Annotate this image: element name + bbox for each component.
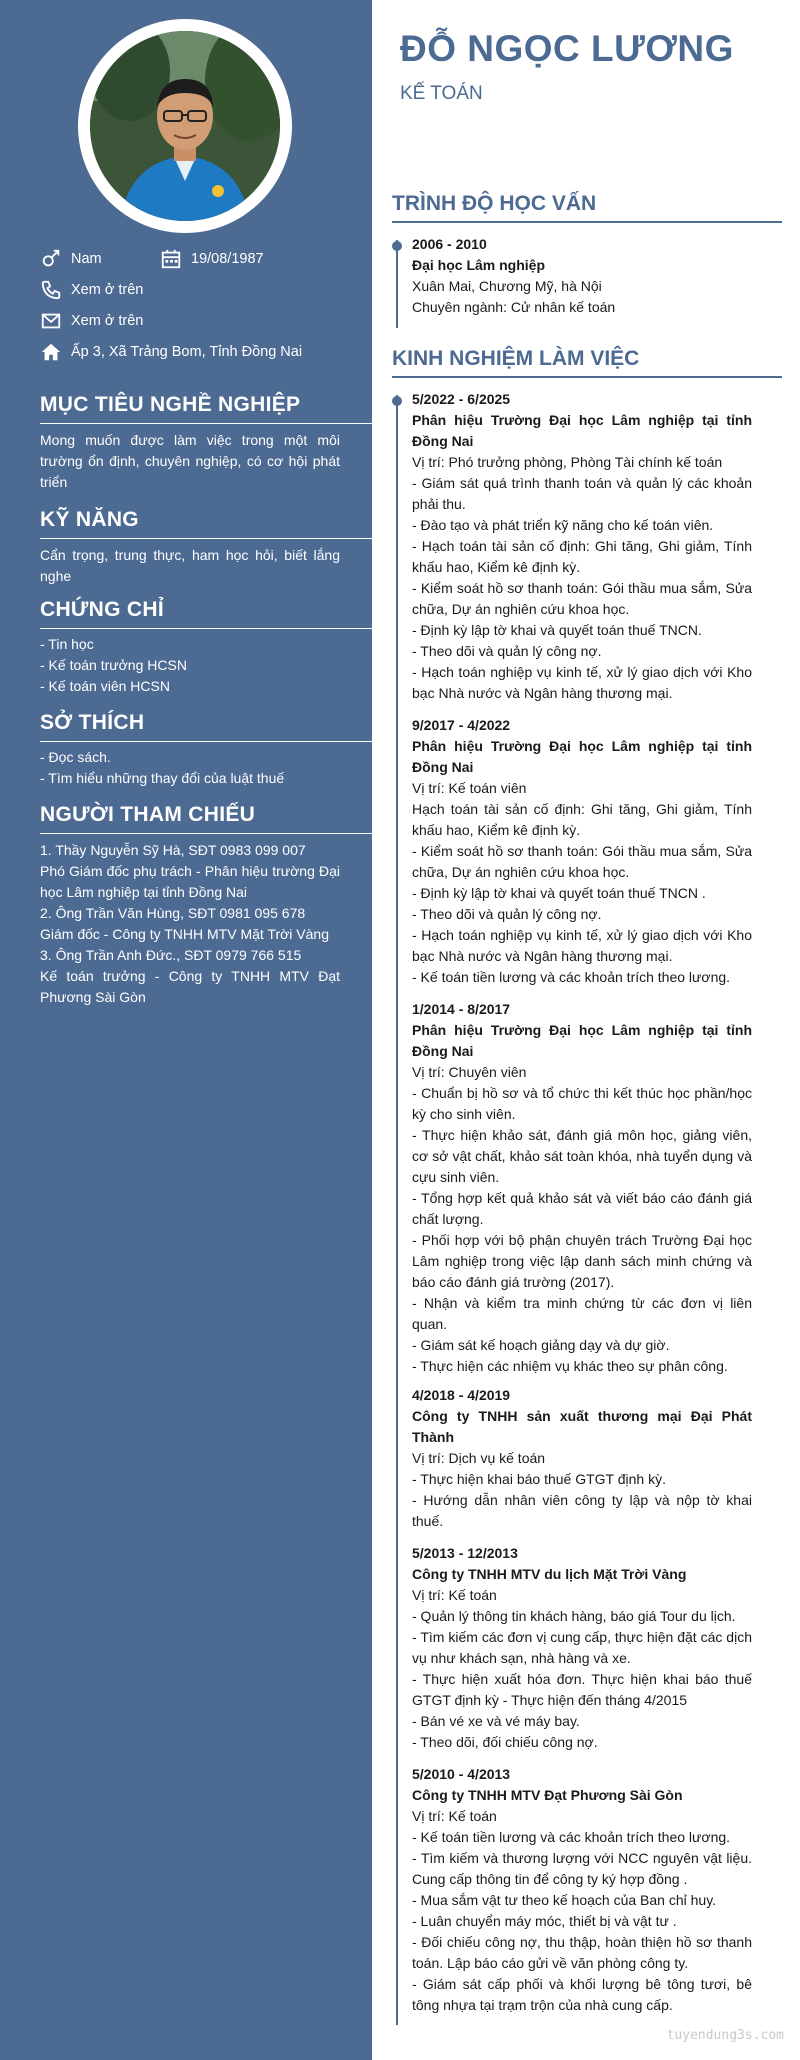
- job-company: Phân hiệu Trường Đại học Lâm nghiệp tại tỉnh Đồng Nai: [412, 738, 752, 775]
- job-line: Vị trí: Phó trưởng phòng, Phòng Tài chính kế toán: [412, 454, 723, 470]
- dob-value: 19/08/1987: [191, 251, 264, 267]
- job-line: - Bán vé xe và vé máy bay.: [412, 1713, 580, 1729]
- objective-text: Mong muốn được làm việc trong một môi trường ổn định, chuyên nghiệp, có cơ hội phát triển: [40, 432, 340, 490]
- gender-row: [40, 248, 102, 270]
- experience-timeline: [396, 395, 398, 2025]
- home-icon: [40, 341, 62, 363]
- job-line: - Giám sát quá trình thanh toán và quản lý các khoản phải thu.: [412, 475, 752, 512]
- hobbies-list: [40, 747, 340, 789]
- certificates-title: CHỨNG CHỈ: [40, 598, 164, 621]
- job-line: - Tìm kiếm và thương lượng với NCC nguyên vật liệu. Cung cấp thông tin để công ty ký hợp đồng .: [412, 1850, 752, 1887]
- job-line: Vị trí: Kế toán viên: [412, 780, 527, 796]
- watermark: tuyendung3s.com: [666, 2028, 784, 2043]
- skills-text: Cẩn trọng, trung thực, ham học hỏi, biết lắng nghe: [40, 547, 340, 584]
- job-company: Công ty TNHH MTV du lịch Mặt Trời Vàng: [412, 1566, 687, 1582]
- job-company: Phân hiệu Trường Đại học Lâm nghiệp tại tỉnh Đồng Nai: [412, 1022, 752, 1059]
- job-entry: [412, 1385, 752, 1532]
- education-title: TRÌNH ĐỘ HỌC VẤN: [392, 192, 597, 215]
- job-company: Công ty TNHH MTV Đạt Phương Sài Gòn: [412, 1787, 683, 1803]
- experience-title: KINH NGHIỆM LÀM VIỆC: [392, 347, 640, 370]
- avatar: [90, 31, 280, 221]
- education-timeline: [396, 240, 398, 328]
- job-period: 5/2010 - 4/2013: [412, 1766, 511, 1782]
- job-period: 1/2014 - 8/2017: [412, 1001, 511, 1017]
- gender-value: Nam: [71, 251, 102, 267]
- job-line: - Hạch toán tài sản cố định: Ghi tăng, Ghi giảm, Tính khấu hao, Kiểm kê định kỳ.: [412, 538, 752, 575]
- job-line: - Kiểm soát hồ sơ thanh toán: Gói thầu mua sắm, Sửa chữa, Dự án nghiên cứu khoa học.: [412, 580, 752, 617]
- list-item: Kế toán trưởng - Công ty TNHH MTV Đạt Phương Sài Gòn: [40, 968, 340, 1005]
- timeline-dot: [392, 241, 402, 251]
- candidate-name: ĐỖ NGỌC LƯƠNG: [400, 28, 734, 69]
- job-line: - Giám sát kế hoạch giảng dạy và dự giờ.: [412, 1337, 670, 1353]
- job-line: - Theo dõi, đối chiếu công nợ.: [412, 1734, 598, 1750]
- job-line: - Tìm kiếm các đơn vị cung cấp, thực hiện đặt các dịch vụ như khách sạn, nhà hàng và xe.: [412, 1629, 752, 1666]
- job-line: Hạch toán tài sản cố định: Ghi tăng, Ghi giảm, Tính khấu hao, Kiểm kê định kỳ.: [412, 801, 752, 838]
- envelope-icon: [40, 310, 62, 332]
- list-item: 2. Ông Trần Văn Hùng, SĐT 0981 095 678: [40, 905, 306, 921]
- job-period: 9/2017 - 4/2022: [412, 717, 511, 733]
- job-line: - Định kỳ lập tờ khai và quyết toán thuế TNCN .: [412, 885, 706, 901]
- job-line: Vị trí: Kế toán: [412, 1587, 497, 1603]
- avatar-frame: [78, 19, 292, 233]
- timeline-dot: [392, 396, 402, 406]
- job-line: - Hạch toán nghiệp vụ kinh tế, xử lý giao dịch với Kho bạc Nhà nước và Ngân hàng thương mại.: [412, 927, 752, 964]
- job-line: - Luân chuyển máy móc, thiết bị và vật tư .: [412, 1913, 677, 1929]
- job-entry: [412, 1543, 752, 1753]
- education-school: Đại học Lâm nghiệp: [412, 257, 546, 273]
- objective-title: MỤC TIÊU NGHỀ NGHIỆP: [40, 393, 301, 416]
- candidate-role: KẾ TOÁN: [400, 83, 483, 104]
- sidebar: [0, 0, 372, 2060]
- job-line: - Hạch toán nghiệp vụ kinh tế, xử lý giao dịch với Kho bạc Nhà nước và Ngân hàng thương mại.: [412, 664, 752, 701]
- education-major: Chuyên ngành: Cử nhân kế toán: [412, 299, 616, 315]
- email-value: Xem ở trên: [71, 313, 144, 329]
- gender-icon: [40, 248, 62, 270]
- job-line: - Quản lý thông tin khách hàng, báo giá Tour du lịch.: [412, 1608, 736, 1624]
- job-line: - Thực hiện khai báo thuế GTGT định kỳ.: [412, 1471, 666, 1487]
- job-line: Vị trí: Chuyên viên: [412, 1064, 527, 1080]
- list-item: - Kế toán trưởng HCSN: [40, 657, 187, 673]
- job-entry: [412, 999, 752, 1377]
- job-period: 5/2022 - 6/2025: [412, 391, 511, 407]
- job-company: Phân hiệu Trường Đại học Lâm nghiệp tại tỉnh Đồng Nai: [412, 412, 752, 449]
- dob-row: [160, 248, 264, 270]
- list-item: 3. Ông Trần Anh Đức., SĐT 0979 766 515: [40, 947, 302, 963]
- skills-divider: [40, 538, 372, 539]
- job-line: - Nhận và kiểm tra minh chứng từ các đơn vị liên quan.: [412, 1295, 752, 1332]
- job-line: - Phối hợp với bộ phận chuyên trách Trường Đại học Lâm nghiệp trong việc lập danh sách minh chứng và báo cáo đánh giá trường (2017).: [412, 1232, 752, 1290]
- job-period: 4/2018 - 4/2019: [412, 1387, 511, 1403]
- phone-row: [40, 279, 143, 301]
- list-item: - Tìm hiểu những thay đổi của luật thuế: [40, 770, 285, 786]
- job-entry: [412, 1764, 752, 2016]
- job-line: - Đào tạo và phát triển kỹ năng cho kế toán viên.: [412, 517, 714, 533]
- address-row: [40, 341, 302, 363]
- objective-divider: [40, 423, 372, 424]
- education-period: 2006 - 2010: [412, 236, 487, 252]
- phone-icon: [40, 279, 62, 301]
- job-line: - Kiểm soát hồ sơ thanh toán: Gói thầu mua sắm, Sửa chữa, Dự án nghiên cứu khoa học.: [412, 843, 752, 880]
- list-item: 1. Thầy Nguyễn Sỹ Hà, SĐT 0983 099 007: [40, 842, 306, 858]
- job-line: - Hướng dẫn nhân viên công ty lập và nộp tờ khai thuế.: [412, 1492, 752, 1529]
- job-line: - Thực hiện các nhiệm vụ khác theo sự phân công.: [412, 1358, 728, 1374]
- certificates-divider: [40, 628, 372, 629]
- references-title: NGƯỜI THAM CHIẾU: [40, 803, 256, 826]
- calendar-icon: [160, 248, 182, 270]
- job-company: Công ty TNHH sản xuất thương mại Đại Phát Thành: [412, 1408, 752, 1445]
- education-divider: [392, 221, 782, 223]
- email-row: [40, 310, 143, 332]
- job-line: - Định kỳ lập tờ khai và quyết toán thuế TNCN.: [412, 622, 702, 638]
- list-item: - Đọc sách.: [40, 749, 111, 765]
- phone-value: Xem ở trên: [71, 282, 144, 298]
- job-line: - Kế toán tiền lương và các khoản trích theo lương.: [412, 969, 731, 985]
- job-entry: [412, 715, 752, 988]
- experience-divider: [392, 376, 782, 378]
- hobbies-title: SỞ THÍCH: [40, 711, 145, 734]
- job-line: - Thực hiện khảo sát, đánh giá môn học, giảng viên, cơ sở vật chất, khảo sát toàn khóa, nhà tuyển dụng và cựu sinh viên.: [412, 1127, 752, 1185]
- skills-title: KỸ NĂNG: [40, 508, 139, 531]
- job-line: Vị trí: Kế toán: [412, 1808, 497, 1824]
- education-entry: [412, 234, 762, 318]
- avatar-photo-icon: [90, 31, 280, 221]
- job-period: 5/2013 - 12/2013: [412, 1545, 518, 1561]
- job-line: - Theo dõi và quản lý công nợ.: [412, 906, 602, 922]
- list-item: Phó Giám đốc phụ trách - Phân hiệu trường Đại học Lâm nghiệp tại tỉnh Đồng Nai: [40, 863, 340, 900]
- job-line: Vị trí: Dịch vụ kế toán: [412, 1450, 546, 1466]
- job-line: - Theo dõi và quản lý công nợ.: [412, 643, 602, 659]
- education-location: Xuân Mai, Chương Mỹ, hà Nội: [412, 278, 602, 294]
- references-list: [40, 840, 340, 1008]
- list-item: - Tin học: [40, 636, 94, 652]
- job-entry: [412, 389, 752, 704]
- job-line: - Tổng hợp kết quả khảo sát và viết báo cáo đánh giá chất lượng.: [412, 1190, 752, 1227]
- job-line: - Chuẩn bị hồ sơ và tổ chức thi kết thúc học phần/học kỳ cho sinh viên.: [412, 1085, 752, 1122]
- references-divider: [40, 833, 372, 834]
- job-line: - Kế toán tiền lương và các khoản trích theo lương.: [412, 1829, 731, 1845]
- hobbies-divider: [40, 741, 372, 742]
- job-line: - Mua sắm vật tư theo kế hoạch của Ban chỉ huy.: [412, 1892, 717, 1908]
- list-item: - Kế toán viên HCSN: [40, 678, 170, 694]
- job-line: - Giám sát cấp phối và khối lượng bê tông tươi, bê tông nhựa tại trạm trộn của nhà cung cấp.: [412, 1976, 752, 2013]
- certificates-list: [40, 634, 340, 697]
- address-value: Ấp 3, Xã Trảng Bom, Tỉnh Đồng Nai: [71, 344, 303, 360]
- job-line: - Thực hiện xuất hóa đơn. Thực hiện khai báo thuế GTGT định kỳ - Thực hiện đến tháng 4/2015: [412, 1671, 752, 1708]
- list-item: Giám đốc - Công ty TNHH MTV Mặt Trời Vàng: [40, 926, 329, 942]
- job-line: - Đối chiếu công nợ, thu thập, hoàn thiện hồ sơ thanh toán. Lập báo cáo gửi về văn phòng công ty.: [412, 1934, 752, 1971]
